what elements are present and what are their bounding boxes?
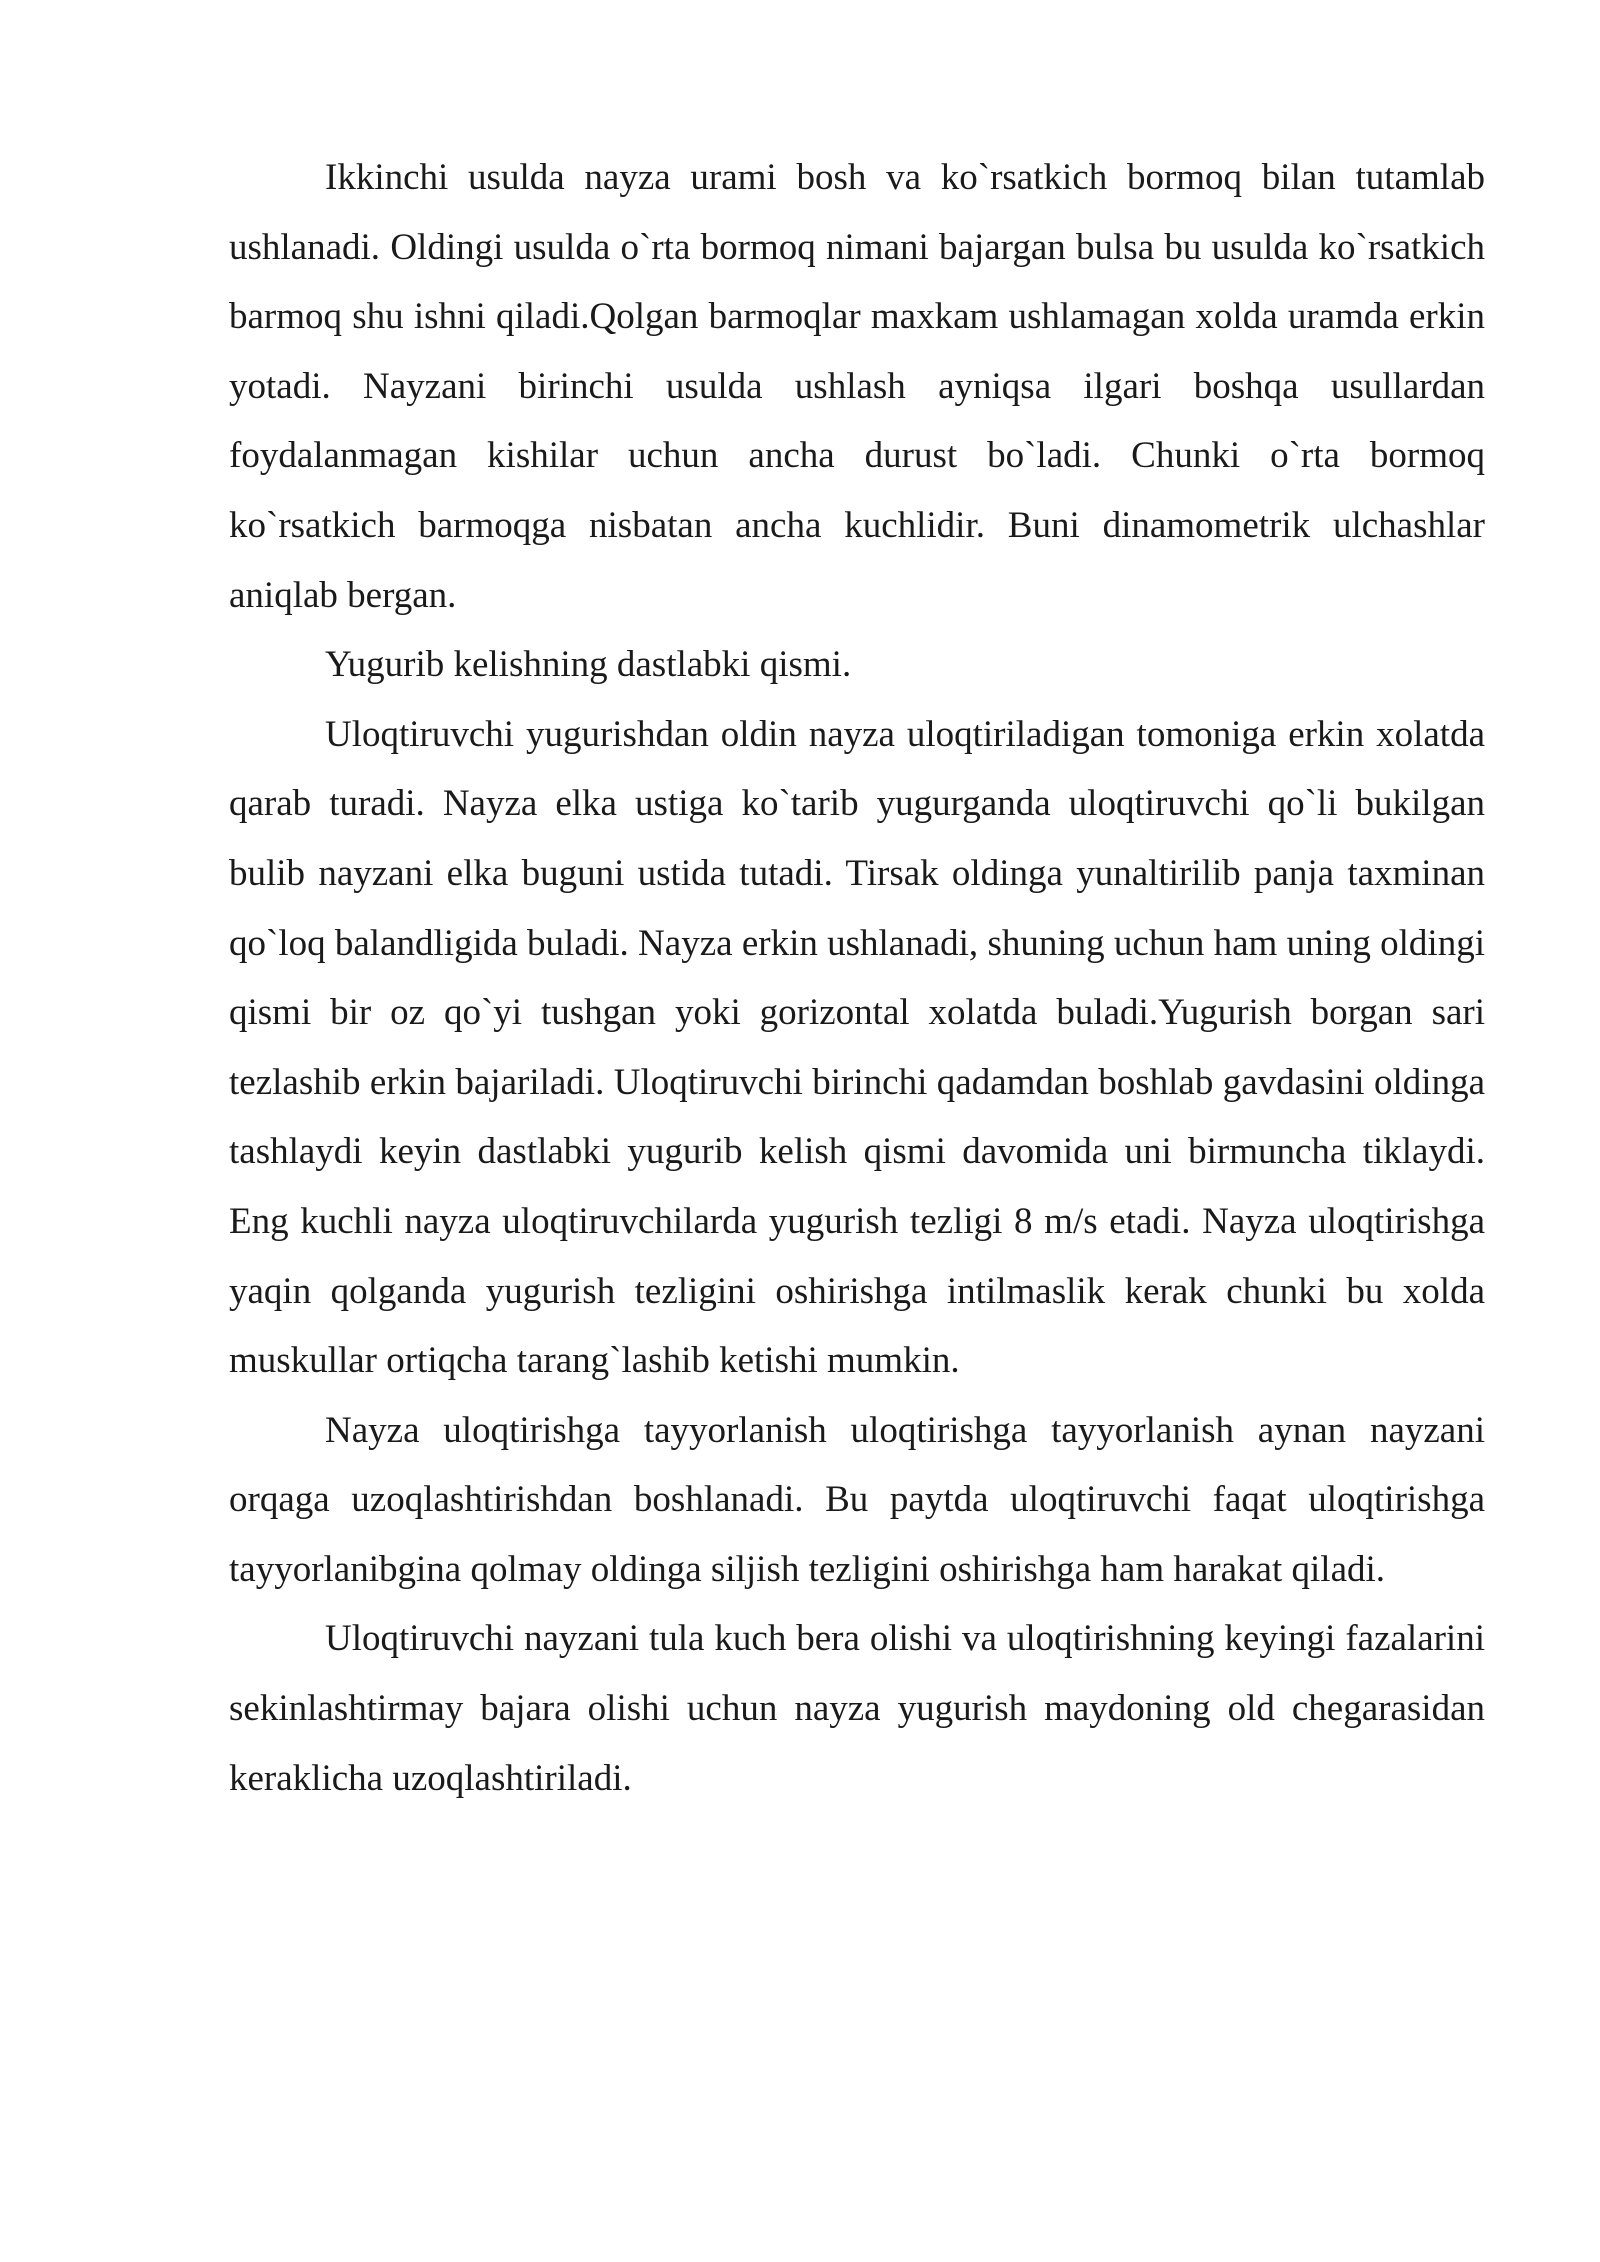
paragraph-spear-grip: Ikkinchi usulda nayza urami bosh va ko`rsatkich bormoq bilan tutamlab ushlanadi. Oldingi usulda o`rta bormoq nimani bajargan bulsa bu usulda ko`rsatkich barmoq shu ishni qiladi.Qolgan barmoqlar maxkam ushlamagan xolda uramda erkin yotadi. Nayzani birinchi usulda ushlash ayniqsa ilgari boshqa usullardan foydalanmagan kishilar uchun ancha durust bo`ladi. Chunki o`rta bormoq ko`rsatkich barmoqga nisbatan ancha kuchlidir. Buni dinamometrik ulchashlar aniqlab bergan. <box>229 157 1485 616</box>
paragraph-run-up-heading: Yugurib kelishning dastlabki qismi. <box>325 644 852 686</box>
paragraph-throw-preparation: Nayza uloqtirishga tayyorlanish uloqtirishga tayyorlanish aynan nayzani orqaga uzoqlashtirishdan boshlanadi. Bu paytda uloqtiruvchi faqat uloqtirishga tayyorlanibgina qolmay oldinga siljish tezligini oshirishga ham harakat qiladi. <box>229 1409 1485 1590</box>
document-body <box>229 143 1485 1813</box>
paragraph-run-up-description: Uloqtiruvchi yugurishdan oldin nayza uloqtiriladigan tomoniga erkin xolatda qarab turadi. Nayza elka ustiga ko`tarib yugurganda uloqtiruvchi qo`li bukilgan bulib nayzani elka buguni ustida tutadi. Tirsak oldinga yunaltirilib panja taxminan qo`loq balandligida buladi. Nayza erkin ushlanadi, shuning uchun ham uning oldingi qismi bir oz qo`yi tushgan yoki gorizontal xolatda buladi.Yugurish borgan sari tezlashib erkin bajariladi. Uloqtiruvchi birinchi qadamdan boshlab gavdasini oldinga tashlaydi keyin dastlabki yugurib kelish qismi davomida uni birmuncha tiklaydi. Eng kuchli nayza uloqtiruvchilarda yugurish tezligi 8 m/s etadi. Nayza uloqtirishga yaqin qolganda yugurish tezligini oshirishga intilmaslik kerak chunki bu xolda muskullar ortiqcha tarang`lashib ketishi mumkin. <box>229 713 1485 1382</box>
paragraph-spear-withdrawal: Uloqtiruvchi nayzani tula kuch bera olishi va uloqtirishning keyingi fazalarini sekinlashtirmay bajara olishi uchun nayza yugurish maydoning old chegarasidan keraklicha uzoqlashtiriladi. <box>229 1618 1485 1799</box>
